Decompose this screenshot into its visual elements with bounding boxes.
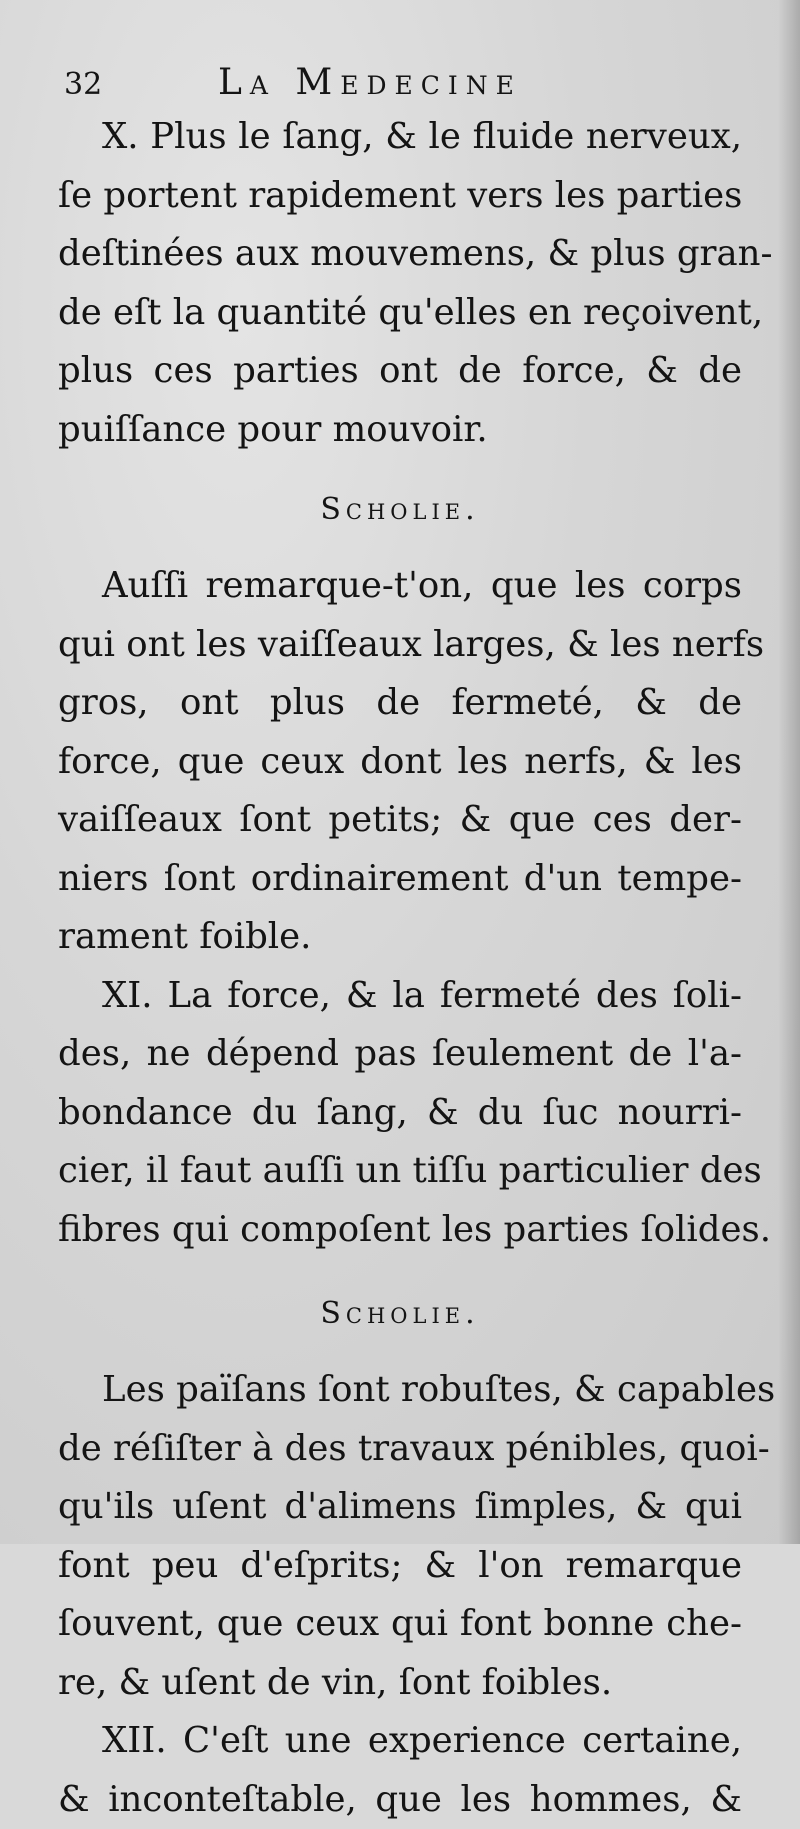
text-line: cier, il faut auſſi un tiſſu particulier des [58,1142,742,1201]
text-line: Auſſi remarque-t'on, que les corps [58,557,742,616]
scholie-paragraph [58,1361,742,1712]
text-line: re, & uſent de vin, ſont foibles. [58,1654,742,1713]
scholie-heading: Scholie. [58,485,742,535]
text-line: ſe portent rapidement vers les parties [58,167,742,226]
running-title: La Medecine [218,62,522,103]
text-line: XI. La force, & la fermeté des ſoli- [58,967,742,1026]
text-line: XII. C'eſt une experience certaine, [58,1712,742,1771]
text-line: de eſt la quantité qu'elles en reçoivent, [58,284,742,343]
text-line: bondance du ſang, & du ſuc nourri- [58,1084,742,1143]
text-line: des, ne dépend pas ſeulement de l'a- [58,1025,742,1084]
scholie-heading: Scholie. [58,1289,742,1339]
text-line: deſtinées aux mouvemens, & plus gran- [58,225,742,284]
text-line: puiſſance pour mouvoir. [58,401,742,460]
paragraph-x [58,108,742,459]
scholie-paragraph [58,557,742,967]
text-line: qu'ils uſent d'alimens ſimples, & qui [58,1478,742,1537]
paragraph-xii [58,1712,742,1829]
text-line: rament foible. [58,908,742,967]
paragraph-xi [58,967,742,1260]
text-line: force, que ceux dont les nerfs, & les [58,733,742,792]
text-line: gros, ont plus de fermeté, & de [58,674,742,733]
running-head [58,62,742,102]
text-line: vaiſſeaux ſont petits; & que ces der- [58,791,742,850]
page-number: 32 [64,67,174,102]
text-line: ſouvent, que ceux qui font bonne che- [58,1595,742,1654]
text-line: Les païſans ſont robuſtes, & capables [58,1361,742,1420]
text-line: plus ces parties ont de force, & de [58,342,742,401]
text-line: niers ſont ordinairement d'un tempe- [58,850,742,909]
text-line: & inconteſtable, que les hommes, & [58,1771,742,1829]
text-line: X. Plus le ſang, & le fluide nerveux, [58,108,742,167]
text-line: qui ont les vaiſſeaux larges, & les nerfs [58,616,742,675]
text-line: font peu d'eſprits; & l'on remarque [58,1537,742,1596]
text-line: de réſiſter à des travaux pénibles, quoi- [58,1420,742,1479]
text-line: fibres qui compoſent les parties ſolides. [58,1201,742,1260]
